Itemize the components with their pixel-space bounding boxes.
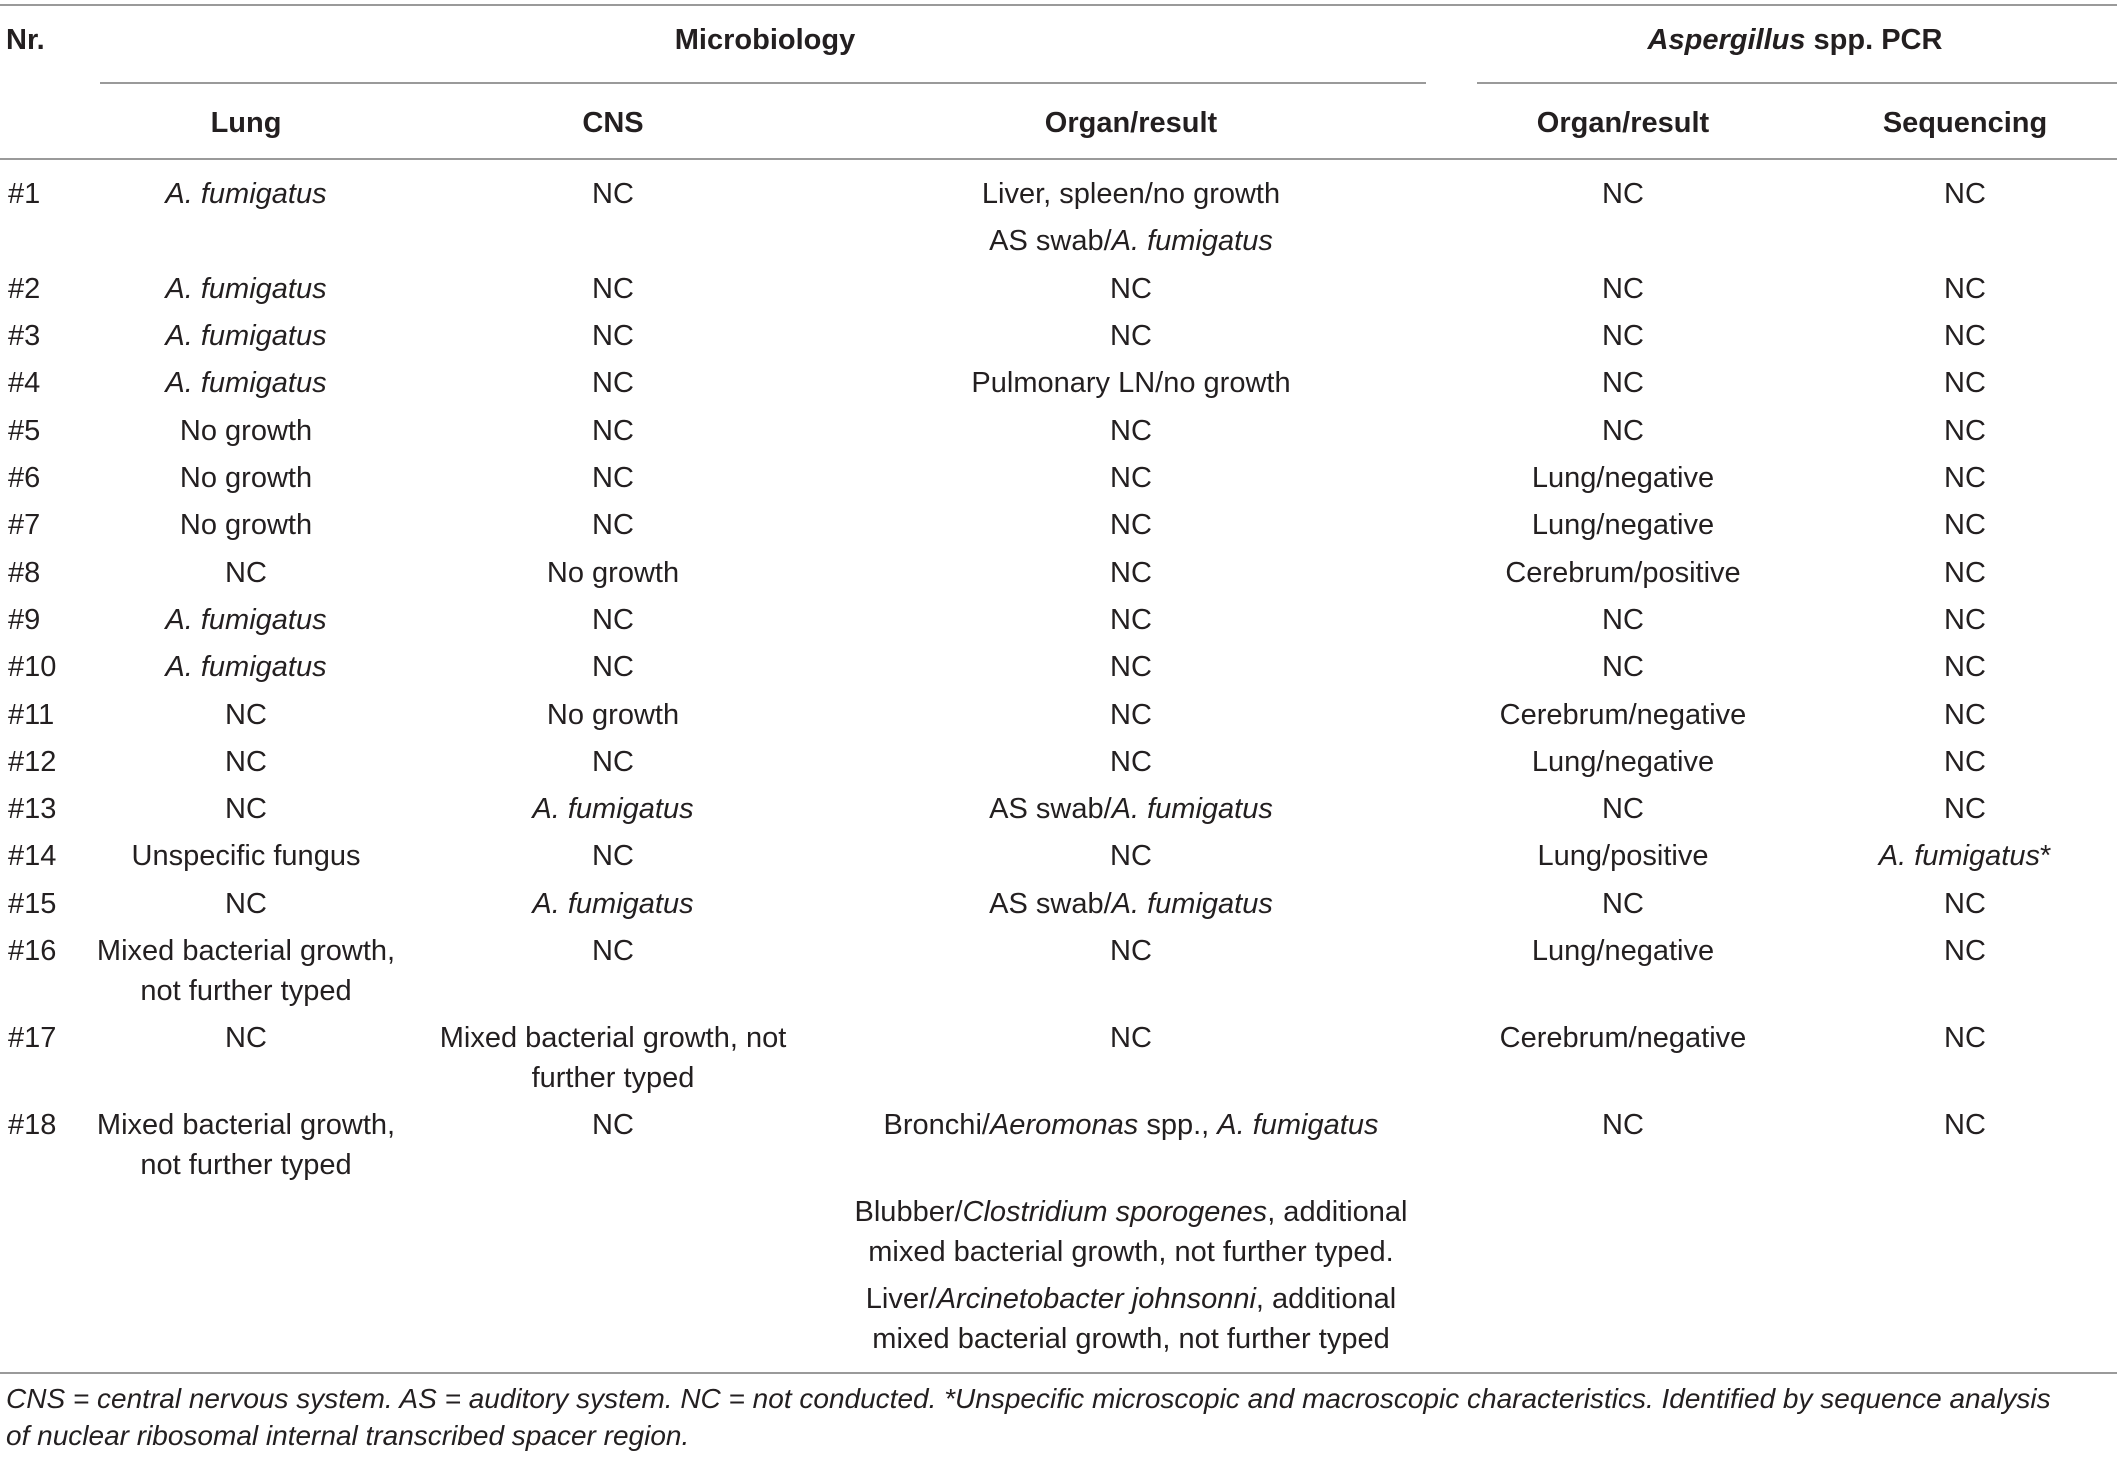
seq-cell: NC: [1944, 746, 1986, 778]
organ-cell-liver-line2: mixed bacterial growth, not further typed: [872, 1323, 1390, 1355]
seq-cell: NC: [1944, 273, 1986, 305]
seq-cell: NC: [1944, 604, 1986, 636]
organ-cell: NC: [1110, 415, 1152, 447]
cns-cell: NC: [592, 462, 634, 494]
seq-cell: NC: [1944, 367, 1986, 399]
seq-cell: NC: [1944, 1109, 1986, 1141]
pcr-cell: NC: [1602, 415, 1644, 447]
seq-asterisk: *: [2039, 840, 2052, 872]
organ-italic: A. fumigatus: [1111, 793, 1273, 825]
header-bottom-rule: [0, 158, 2117, 160]
pcr-cell: Cerebrum/negative: [1499, 699, 1747, 731]
lung-cell: NC: [225, 557, 267, 589]
lung-cell: A. fumigatus: [165, 651, 327, 683]
lung-cell: No growth: [179, 415, 313, 447]
pcr-cell: Lung/negative: [1531, 509, 1715, 541]
seq-cell: NC: [1944, 888, 1986, 920]
organ-cell: NC: [1110, 462, 1152, 494]
organ-text: , additional: [1255, 1283, 1397, 1315]
organ-italic: A. fumigatus: [1111, 888, 1273, 920]
organ-italic: Aeromonas: [989, 1109, 1139, 1141]
organ-cell: [989, 884, 1273, 924]
organ-cell-blubber-line2: mixed bacterial growth, not further typed.: [868, 1236, 1394, 1268]
lung-cell: Unspecific fungus: [131, 840, 361, 872]
organ-cell: NC: [1110, 509, 1152, 541]
cns-cell: NC: [592, 935, 634, 967]
seq-cell: NC: [1944, 557, 1986, 589]
row-number: #4: [8, 367, 41, 399]
lung-cell: NC: [225, 888, 267, 920]
organ-text: , additional: [1267, 1196, 1408, 1228]
lung-cell: A. fumigatus: [165, 178, 327, 210]
table-footnote: [6, 1380, 2106, 1454]
seq-cell: NC: [1944, 462, 1986, 494]
lung-cell: A. fumigatus: [165, 320, 327, 352]
row-number: #13: [8, 793, 57, 825]
lung-cell: A. fumigatus: [165, 367, 327, 399]
lung-cell: Mixed bacterial growth,: [96, 1109, 396, 1141]
cns-cell: NC: [592, 367, 634, 399]
pcr-cell: Lung/positive: [1537, 840, 1709, 872]
organ-cell-line2: [989, 221, 1273, 261]
organ-cell: Liver, spleen/no growth: [981, 178, 1281, 210]
row-number: #7: [8, 509, 41, 541]
pcr-cell: NC: [1602, 1109, 1644, 1141]
organ-cell: NC: [1110, 273, 1152, 305]
pcr-cell: Lung/negative: [1531, 746, 1715, 778]
cns-cell: A. fumigatus: [532, 793, 694, 825]
pcr-cell: NC: [1602, 178, 1644, 210]
row-number: #16: [8, 935, 57, 967]
header-microbiology: Microbiology: [674, 24, 856, 56]
row-number: #10: [8, 651, 57, 683]
lung-cell: NC: [225, 793, 267, 825]
cns-cell: NC: [592, 840, 634, 872]
row-number: #1: [8, 178, 41, 210]
header-sequencing: Sequencing: [1882, 107, 2048, 139]
top-rule: [0, 4, 2117, 6]
row-number: #17: [8, 1022, 57, 1054]
organ-cell-liver: [866, 1279, 1396, 1319]
header-pcr-rest: spp. PCR: [1805, 24, 1943, 56]
header-organ-result: Organ/result: [1044, 107, 1218, 139]
seq-cell: NC: [1944, 509, 1986, 541]
row-number: #11: [8, 699, 55, 731]
organ-cell: NC: [1110, 699, 1152, 731]
cns-cell: No growth: [546, 699, 680, 731]
organ-cell: NC: [1110, 557, 1152, 589]
row-number: #18: [8, 1109, 57, 1141]
seq-cell: NC: [1944, 320, 1986, 352]
organ-cell: NC: [1110, 1022, 1152, 1054]
pcr-cell: NC: [1602, 651, 1644, 683]
organ-text: spp.,: [1138, 1109, 1218, 1141]
cns-cell: NC: [592, 509, 634, 541]
cns-cell: NC: [592, 604, 634, 636]
organ-cell: Pulmonary LN/no growth: [971, 367, 1291, 399]
seq-cell: NC: [1944, 699, 1986, 731]
cns-cell: No growth: [546, 557, 680, 589]
pcr-cell: NC: [1602, 320, 1644, 352]
organ-cell-blubber: [855, 1192, 1408, 1232]
cns-cell: NC: [592, 178, 634, 210]
organ-text: AS swab/: [989, 888, 1112, 920]
pcr-cell: Cerebrum/positive: [1505, 557, 1741, 589]
organ-cell: NC: [1110, 935, 1152, 967]
lung-cell: NC: [225, 699, 267, 731]
pcr-cell: Lung/negative: [1531, 462, 1715, 494]
pcr-cell: NC: [1602, 793, 1644, 825]
header-aspergillus-italic: Aspergillus: [1647, 24, 1806, 56]
pcr-cell: NC: [1602, 367, 1644, 399]
organ-cell: [989, 789, 1273, 829]
table-bottom-rule: [0, 1372, 2117, 1374]
cns-cell-line2: further typed: [531, 1062, 695, 1094]
lung-cell: No growth: [179, 509, 313, 541]
pcr-cell: NC: [1602, 888, 1644, 920]
organ-cell: NC: [1110, 840, 1152, 872]
organ-cell: NC: [1110, 651, 1152, 683]
header-nr: Nr.: [6, 24, 45, 56]
cns-cell: NC: [592, 320, 634, 352]
organ-italic: A. fumigatus: [1217, 1109, 1379, 1141]
organ-text: Blubber/: [854, 1196, 963, 1228]
seq-cell: NC: [1944, 651, 1986, 683]
seq-cell: [1879, 836, 2051, 876]
lung-cell: NC: [225, 746, 267, 778]
row-number: #3: [8, 320, 41, 352]
organ-text: Bronchi/: [883, 1109, 990, 1141]
seq-cell: NC: [1944, 935, 1986, 967]
row-number: #2: [8, 273, 41, 305]
organ-cell: NC: [1110, 320, 1152, 352]
organ-text: AS swab/: [989, 793, 1112, 825]
pcr-cell: NC: [1602, 273, 1644, 305]
seq-italic: A. fumigatus: [1878, 840, 2040, 872]
pcr-cell: Lung/negative: [1531, 935, 1715, 967]
cns-cell: Mixed bacterial growth, not: [439, 1022, 787, 1054]
row-number: #12: [8, 746, 57, 778]
lung-cell: A. fumigatus: [165, 273, 327, 305]
organ-cell: NC: [1110, 604, 1152, 636]
lung-cell-line2: not further typed: [140, 1149, 352, 1181]
pcr-cell: Cerebrum/negative: [1499, 1022, 1747, 1054]
row-number: #9: [8, 604, 41, 636]
cns-cell: A. fumigatus: [532, 888, 694, 920]
row-number: #15: [8, 888, 57, 920]
lung-cell: NC: [225, 1022, 267, 1054]
cns-cell: NC: [592, 273, 634, 305]
lung-cell: No growth: [179, 462, 313, 494]
seq-cell: NC: [1944, 1022, 1986, 1054]
header-lung: Lung: [210, 107, 282, 139]
footnote-line-1: CNS = central nervous system. AS = auditory system. NC = not conducted. *Unspecific microscopic and macroscopic characteristics. Identified by sequence analysis: [6, 1383, 2051, 1414]
lung-cell: A. fumigatus: [165, 604, 327, 636]
row-number: #5: [8, 415, 41, 447]
footnote-line-2: of nuclear ribosomal internal transcribed spacer region.: [6, 1420, 690, 1451]
row-number: #14: [8, 840, 57, 872]
organ-italic: A. fumigatus: [1111, 225, 1273, 257]
seq-cell: NC: [1944, 793, 1986, 825]
organ-italic: Arcinetobacter johnsonni: [936, 1283, 1256, 1315]
header-pcr-organ-result: Organ/result: [1536, 107, 1710, 139]
seq-cell: NC: [1944, 415, 1986, 447]
organ-text: Liver/: [865, 1283, 937, 1315]
row-number: #8: [8, 557, 41, 589]
header-cns: CNS: [582, 107, 644, 139]
lung-cell-line2: not further typed: [140, 975, 352, 1007]
cns-cell: NC: [592, 415, 634, 447]
pcr-rule: [1477, 82, 2117, 84]
organ-cell: NC: [1110, 746, 1152, 778]
cns-cell: NC: [592, 651, 634, 683]
microbiology-rule: [100, 82, 1426, 84]
organ-text: AS swab/: [989, 225, 1112, 257]
row-number: #6: [8, 462, 41, 494]
seq-cell: NC: [1944, 178, 1986, 210]
pcr-cell: NC: [1602, 604, 1644, 636]
organ-italic: Clostridium sporogenes: [962, 1196, 1268, 1228]
cns-cell: NC: [592, 1109, 634, 1141]
cns-cell: NC: [592, 746, 634, 778]
lung-cell: Mixed bacterial growth,: [96, 935, 396, 967]
organ-cell: [884, 1105, 1379, 1145]
header-aspergillus-pcr: [1648, 22, 1943, 58]
